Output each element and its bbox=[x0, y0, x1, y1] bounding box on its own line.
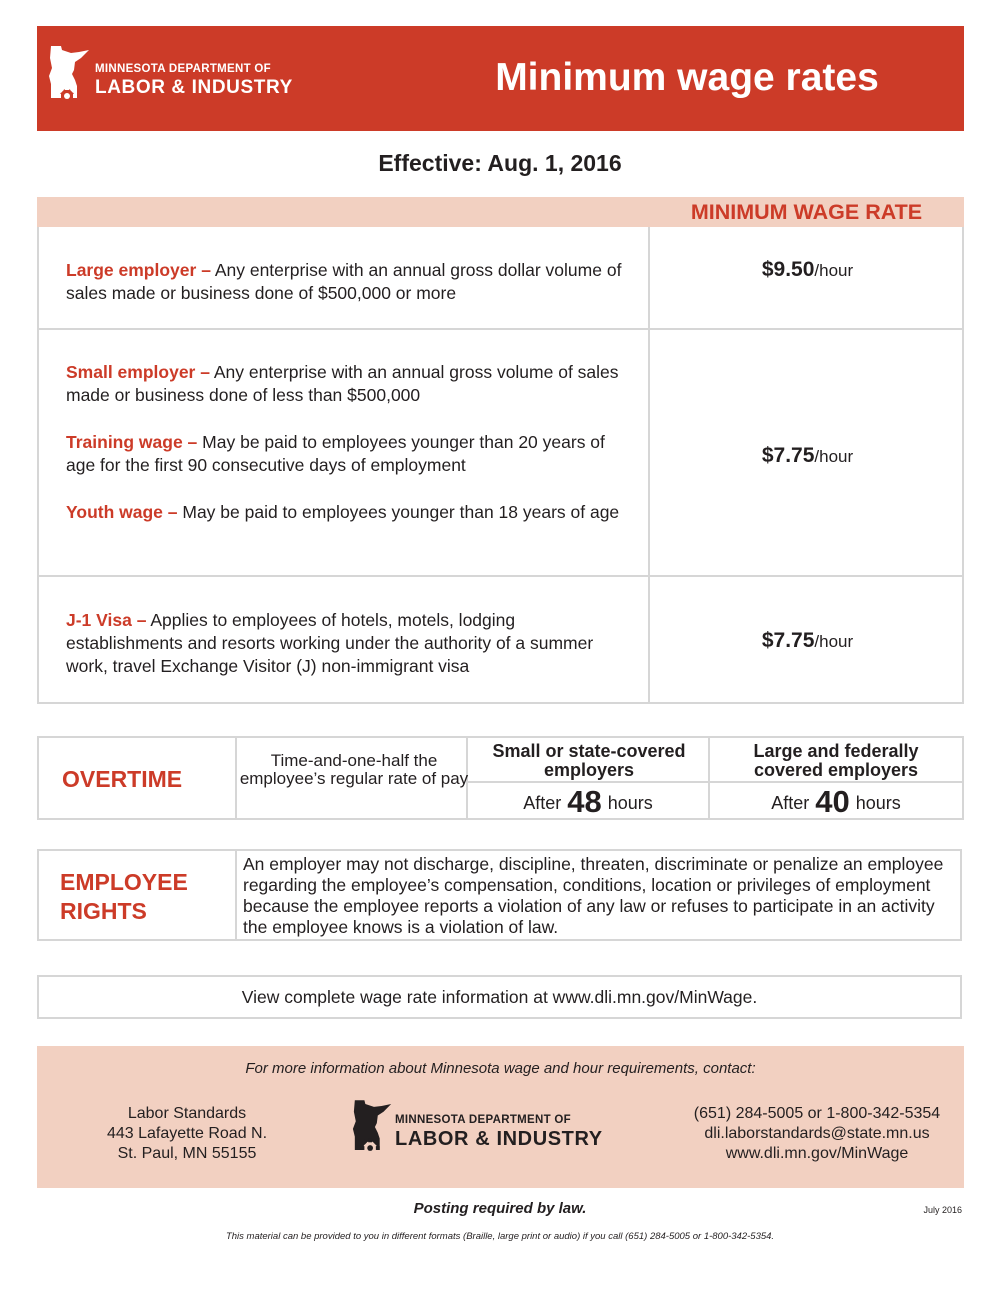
address-line: St. Paul, MN 55155 bbox=[117, 1145, 257, 1162]
rate-amount: $9.50 bbox=[761, 258, 815, 281]
rate-column-heading: MINIMUM WAGE RATE bbox=[690, 200, 923, 224]
hours-prefix: After bbox=[523, 793, 562, 813]
header-banner bbox=[37, 26, 964, 131]
entry-label: J-1 Visa – bbox=[66, 610, 147, 630]
hours-value: 48 bbox=[567, 784, 602, 819]
entry-text: Any enterprise with an annual gross dollar volume of sales made or business done of $500,000 or more bbox=[66, 260, 622, 303]
entry-text: Any enterprise with an annual gross volume of sales made or business done of less than $500,000 bbox=[66, 362, 619, 405]
entry-label: Youth wage – bbox=[66, 502, 178, 522]
rate-amount: $7.75 bbox=[761, 444, 815, 467]
agency-name-line1: MINNESOTA DEPARTMENT OF bbox=[95, 63, 271, 75]
entry-j1-visa bbox=[66, 609, 626, 678]
hours-value: 40 bbox=[815, 784, 850, 819]
contact-phone: (651) 284-5005 or 1-800-342-5354 bbox=[693, 1105, 941, 1122]
contact-details bbox=[677, 1104, 957, 1164]
hours-suffix: hours bbox=[855, 793, 901, 813]
contact-website: www.dli.mn.gov/MinWage bbox=[725, 1145, 909, 1162]
entry-label: Large employer – bbox=[66, 260, 211, 280]
entry-label: Small employer – bbox=[66, 362, 210, 382]
rate-value bbox=[651, 444, 964, 468]
entry-label: Training wage – bbox=[66, 432, 198, 452]
agency-logo bbox=[47, 42, 317, 112]
rate-row-description bbox=[66, 259, 626, 305]
posting-notice: Posting required by law. bbox=[413, 1200, 587, 1217]
entry-youth-wage bbox=[66, 501, 626, 524]
entry-small-employer bbox=[66, 361, 626, 407]
entry-text: May be paid to employees younger than 18 years of age bbox=[177, 502, 620, 522]
rate-row-j1-visa bbox=[39, 577, 962, 702]
employee-rights-label bbox=[60, 868, 188, 926]
overtime-label: OVERTIME bbox=[62, 766, 183, 792]
employee-rights-text: An employer may not discharge, discipline, threaten, discriminate or penalize an employee regarding the employee’s compensation, conditions, location or privileges of employment because the employee reports a violation of any law or refuses to participate in an activity the employee knows is a violation of law. bbox=[243, 854, 944, 937]
rate-row-description bbox=[66, 609, 626, 678]
rate-row-description bbox=[66, 361, 626, 524]
rate-amount: $7.75 bbox=[761, 629, 815, 652]
effective-date: Effective: Aug. 1, 2016 bbox=[378, 150, 622, 176]
small-employer-hours bbox=[468, 784, 708, 820]
large-employer-hours bbox=[710, 784, 962, 820]
wage-info-link-box: View complete wage rate information at www.dli.mn.gov/MinWage. bbox=[37, 975, 962, 1019]
rate-unit: /hour bbox=[814, 447, 854, 466]
entry-text: May be paid to employees younger than 20 years of age for the first 90 consecutive days of employment bbox=[66, 432, 605, 475]
rate-row-large-employer bbox=[39, 227, 962, 330]
hours-prefix: After bbox=[771, 793, 810, 813]
hours-suffix: hours bbox=[607, 793, 653, 813]
employee-rights-label-line2: RIGHTS bbox=[60, 898, 147, 924]
rate-unit: /hour bbox=[814, 632, 854, 651]
overtime-table bbox=[37, 736, 964, 820]
contact-band bbox=[37, 1046, 964, 1188]
employee-rights-label-line1: EMPLOYEE bbox=[60, 869, 188, 895]
agency-name-line2: LABOR & INDUSTRY bbox=[395, 1127, 603, 1150]
entry-large-employer bbox=[66, 259, 626, 305]
page-title: Minimum wage rates bbox=[495, 56, 879, 99]
contact-intro: For more information about Minnesota wage and hour requirements, contact: bbox=[245, 1060, 756, 1077]
overtime-description: Time-and-one-half the employee’s regular rate of pay bbox=[239, 751, 469, 788]
address-line: 443 Lafayette Road N. bbox=[106, 1125, 268, 1142]
minnesota-state-gear-icon bbox=[351, 1092, 395, 1162]
rate-unit: /hour bbox=[814, 261, 854, 280]
rate-row-small-employer bbox=[39, 330, 962, 577]
accessibility-note: This material can be provided to you in different formats (Braille, large print or audio) if you call (651) 284-5005 or 1-800-342-5354. bbox=[225, 1231, 775, 1242]
rate-value bbox=[651, 629, 964, 653]
agency-name bbox=[95, 64, 293, 97]
divider bbox=[235, 738, 237, 818]
revision-date: July 2016 bbox=[923, 1205, 962, 1215]
agency-name-line1: MINNESOTA DEPARTMENT OF bbox=[395, 1114, 571, 1126]
contact-address bbox=[82, 1104, 292, 1164]
divider bbox=[468, 781, 962, 783]
agency-name-line2: LABOR & INDUSTRY bbox=[95, 76, 293, 98]
contact-agency-name bbox=[395, 1115, 603, 1149]
rate-value bbox=[651, 258, 964, 282]
contact-email: dli.laborstandards@state.mn.us bbox=[704, 1125, 930, 1142]
large-employer-heading: Large and federally covered employers bbox=[753, 741, 919, 780]
minnesota-state-gear-icon bbox=[47, 44, 93, 104]
rate-table bbox=[37, 227, 964, 704]
entry-training-wage bbox=[66, 431, 626, 477]
divider bbox=[235, 851, 237, 939]
small-employer-heading: Small or state-covered employers bbox=[492, 741, 686, 780]
contact-agency-logo bbox=[351, 1092, 651, 1164]
rate-table-header bbox=[37, 197, 964, 227]
entry-text: Applies to employees of hotels, motels, lodging establishments and resorts working under the authority of a summer work, travel Exchange Visitor (J) non-immigrant visa bbox=[66, 610, 594, 676]
address-line: Labor Standards bbox=[127, 1105, 247, 1122]
employee-rights-box bbox=[37, 849, 962, 941]
